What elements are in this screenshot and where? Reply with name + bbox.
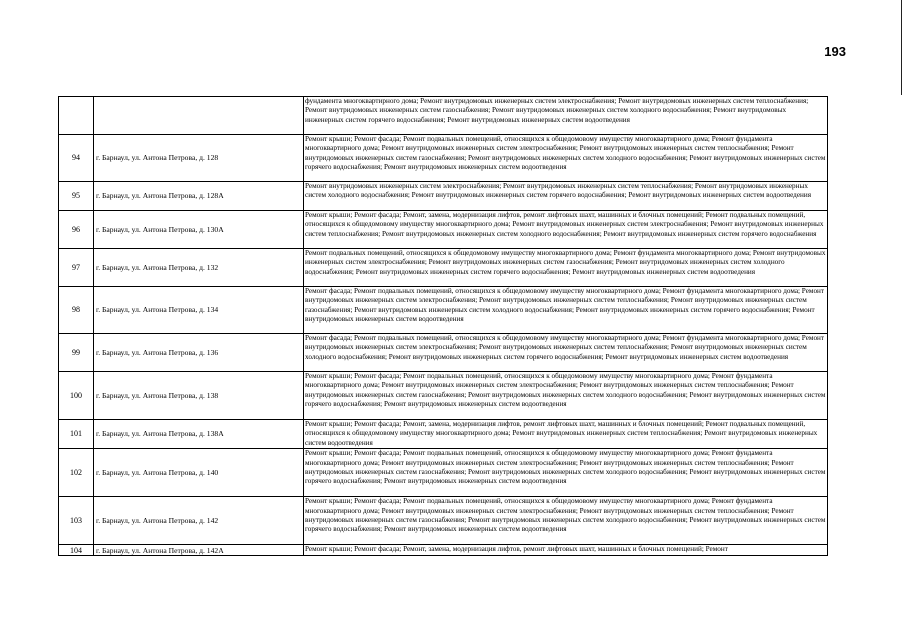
row-number: 104 bbox=[59, 545, 94, 556]
row-number bbox=[59, 97, 94, 135]
row-number: 101 bbox=[59, 420, 94, 449]
page-number: 193 bbox=[824, 44, 846, 59]
table-row bbox=[59, 372, 828, 420]
row-address: г. Барнаул, ул. Антона Петрова, д. 134 bbox=[94, 287, 304, 334]
table-row bbox=[59, 449, 828, 497]
row-address: г. Барнаул, ул. Антона Петрова, д. 138 bbox=[94, 372, 304, 420]
row-address: г. Барнаул, ул. Антона Петрова, д. 140 bbox=[94, 449, 304, 497]
row-works: Ремонт фасада; Ремонт подвальных помещений, относящихся к общедомовому имуществу многоквартирного дома; Ремонт фундамента многоквартирного дома; Ремонт внутридомовых инженерных систем электроснабжения; Ремонт внутридомовых инженерных систем теплоснабжения; Ремонт внутридомовых инженерных систем холодного водоснабжения; Ремонт внутридомовых инженерных систем горячего водоснабжения; Ремонт внутридомовых инженерных систем водоотведения bbox=[304, 334, 828, 372]
row-works: фундамента многоквартирного дома; Ремонт внутридомовых инженерных систем электроснабжения; Ремонт внутридомовых инженерных систем теплоснабжения; Ремонт внутридомовых инженерных систем газоснабжения; Ремонт внутридомовых инженерных систем холодного водоснабжения; Ремонт внутридомовых инженерных систем горячего водоснабжения; Ремонт внутридомовых инженерных систем водоотведения bbox=[304, 97, 828, 135]
row-number: 98 bbox=[59, 287, 94, 334]
row-number: 97 bbox=[59, 249, 94, 287]
row-works: Ремонт крыши; Ремонт фасада; Ремонт, замена, модернизация лифтов, ремонт лифтовых шахт, машинных и блочных помещений; Ремонт подвальных помещений, относящихся к общедомовому имуществу многоквартирного дома; Ремонт внутридомовых инженерных систем электроснабжения; Ремонт внутридомовых инженерных систем теплоснабжения; Ремонт внутридомовых инженерных систем холодного водоснабжения; Ремонт внутридомовых инженерных систем горячего водоснабжения bbox=[304, 211, 828, 249]
row-address: г. Барнаул, ул. Антона Петрова, д. 128 bbox=[94, 135, 304, 182]
row-number: 95 bbox=[59, 182, 94, 211]
row-works: Ремонт внутридомовых инженерных систем электроснабжения; Ремонт внутридомовых инженерных систем теплоснабжения; Ремонт внутридомовых инженерных систем холодного водоснабжения; Ремонт внутридомовых инженерных систем горячего водоснабжения; Ремонт внутридомовых инженерных систем водоотведения bbox=[304, 182, 828, 211]
table-row bbox=[59, 97, 828, 135]
table-row bbox=[59, 211, 828, 249]
row-number: 100 bbox=[59, 372, 94, 420]
table-row bbox=[59, 287, 828, 334]
row-address: г. Барнаул, ул. Антона Петрова, д. 128А bbox=[94, 182, 304, 211]
table-row bbox=[59, 182, 828, 211]
row-works: Ремонт подвальных помещений, относящихся к общедомовому имуществу многоквартирного дома; Ремонт фундамента многоквартирного дома; Ремонт внутридомовых инженерных систем электроснабжения; Ремонт внутридомовых инженерных систем газоснабжения; Ремонт внутридомовых инженерных систем холодного водоснабжения; Ремонт внутридомовых инженерных систем горячего водоснабжения; Ремонт внутридомовых инженерных систем водоотведения bbox=[304, 249, 828, 287]
row-works: Ремонт крыши; Ремонт фасада; Ремонт подвальных помещений, относящихся к общедомовому имуществу многоквартирного дома; Ремонт фундамента многоквартирного дома; Ремонт внутридомовых инженерных систем электроснабжения; Ремонт внутридомовых инженерных систем теплоснабжения; Ремонт внутридомовых инженерных систем газоснабжения; Ремонт внутридомовых инженерных систем холодного водоснабжения; Ремонт внутридомовых инженерных систем горячего водоснабжения; Ремонт внутридомовых инженерных систем водоотведения bbox=[304, 497, 828, 545]
row-works: Ремонт крыши; Ремонт фасада; Ремонт подвальных помещений, относящихся к общедомовому имуществу многоквартирного дома; Ремонт фундамента многоквартирного дома; Ремонт внутридомовых инженерных систем электроснабжения; Ремонт внутридомовых инженерных систем теплоснабжения; Ремонт внутридомовых инженерных систем газоснабжения; Ремонт внутридомовых инженерных систем холодного водоснабжения; Ремонт внутридомовых инженерных систем горячего водоснабжения; Ремонт внутридомовых инженерных систем водоотведения bbox=[304, 372, 828, 420]
row-address: г. Барнаул, ул. Антона Петрова, д. 142 bbox=[94, 497, 304, 545]
table-row bbox=[59, 420, 828, 449]
row-number: 94 bbox=[59, 135, 94, 182]
row-address bbox=[94, 97, 304, 135]
row-works: Ремонт крыши; Ремонт фасада; Ремонт, замена, модернизация лифтов, ремонт лифтовых шахт, машинных и блочных помещений; Ремонт подвальных помещений, относящихся к общедомовому имуществу многоквартирного дома; Ремонт внутридомовых инженерных систем теплоснабжения; Ремонт внутридомовых инженерных систем водоотведения bbox=[304, 420, 828, 449]
scan-edge-line bbox=[901, 0, 902, 95]
row-works: Ремонт крыши; Ремонт фасада; Ремонт подвальных помещений, относящихся к общедомовому имуществу многоквартирного дома; Ремонт фундамента многоквартирного дома; Ремонт внутридомовых инженерных систем электроснабжения; Ремонт внутридомовых инженерных систем теплоснабжения; Ремонт внутридомовых инженерных систем газоснабжения; Ремонт внутридомовых инженерных систем холодного водоснабжения; Ремонт внутридомовых инженерных систем горячего водоснабжения; Ремонт внутридомовых инженерных систем водоотведения bbox=[304, 135, 828, 182]
row-number: 96 bbox=[59, 211, 94, 249]
row-number: 102 bbox=[59, 449, 94, 497]
table-row bbox=[59, 497, 828, 545]
row-address: г. Барнаул, ул. Антона Петрова, д. 136 bbox=[94, 334, 304, 372]
row-number: 99 bbox=[59, 334, 94, 372]
row-works: Ремонт крыши; Ремонт фасада; Ремонт подвальных помещений, относящихся к общедомовому имуществу многоквартирного дома; Ремонт фундамента многоквартирного дома; Ремонт внутридомовых инженерных систем электроснабжения; Ремонт внутридомовых инженерных систем теплоснабжения; Ремонт внутридомовых инженерных систем газоснабжения; Ремонт внутридомовых инженерных систем холодного водоснабжения; Ремонт внутридомовых инженерных систем горячего водоснабжения; Ремонт внутридомовых инженерных систем водоотведения bbox=[304, 449, 828, 497]
row-works: Ремонт фасада; Ремонт подвальных помещений, относящихся к общедомовому имуществу многоквартирного дома; Ремонт фундамента многоквартирного дома; Ремонт внутридомовых инженерных систем электроснабжения; Ремонт внутридомовых инженерных систем теплоснабжения; Ремонт внутридомовых инженерных систем газоснабжения; Ремонт внутридомовых инженерных систем холодного водоснабжения; Ремонт внутридомовых инженерных систем горячего водоснабжения; Ремонт внутридомовых инженерных систем водоотведения bbox=[304, 287, 828, 334]
table-row bbox=[59, 135, 828, 182]
row-number: 103 bbox=[59, 497, 94, 545]
row-address: г. Барнаул, ул. Антона Петрова, д. 130А bbox=[94, 211, 304, 249]
table-row bbox=[59, 249, 828, 287]
table-row bbox=[59, 334, 828, 372]
row-address: г. Барнаул, ул. Антона Петрова, д. 132 bbox=[94, 249, 304, 287]
row-address: г. Барнаул, ул. Антона Петрова, д. 138А bbox=[94, 420, 304, 449]
row-works: Ремонт крыши; Ремонт фасада; Ремонт, замена, модернизация лифтов, ремонт лифтовых шахт, машинных и блочных помещений; Ремонт bbox=[304, 545, 828, 556]
table-row bbox=[59, 545, 828, 556]
repair-program-table bbox=[58, 96, 828, 556]
row-address: г. Барнаул, ул. Антона Петрова, д. 142А bbox=[94, 545, 304, 556]
